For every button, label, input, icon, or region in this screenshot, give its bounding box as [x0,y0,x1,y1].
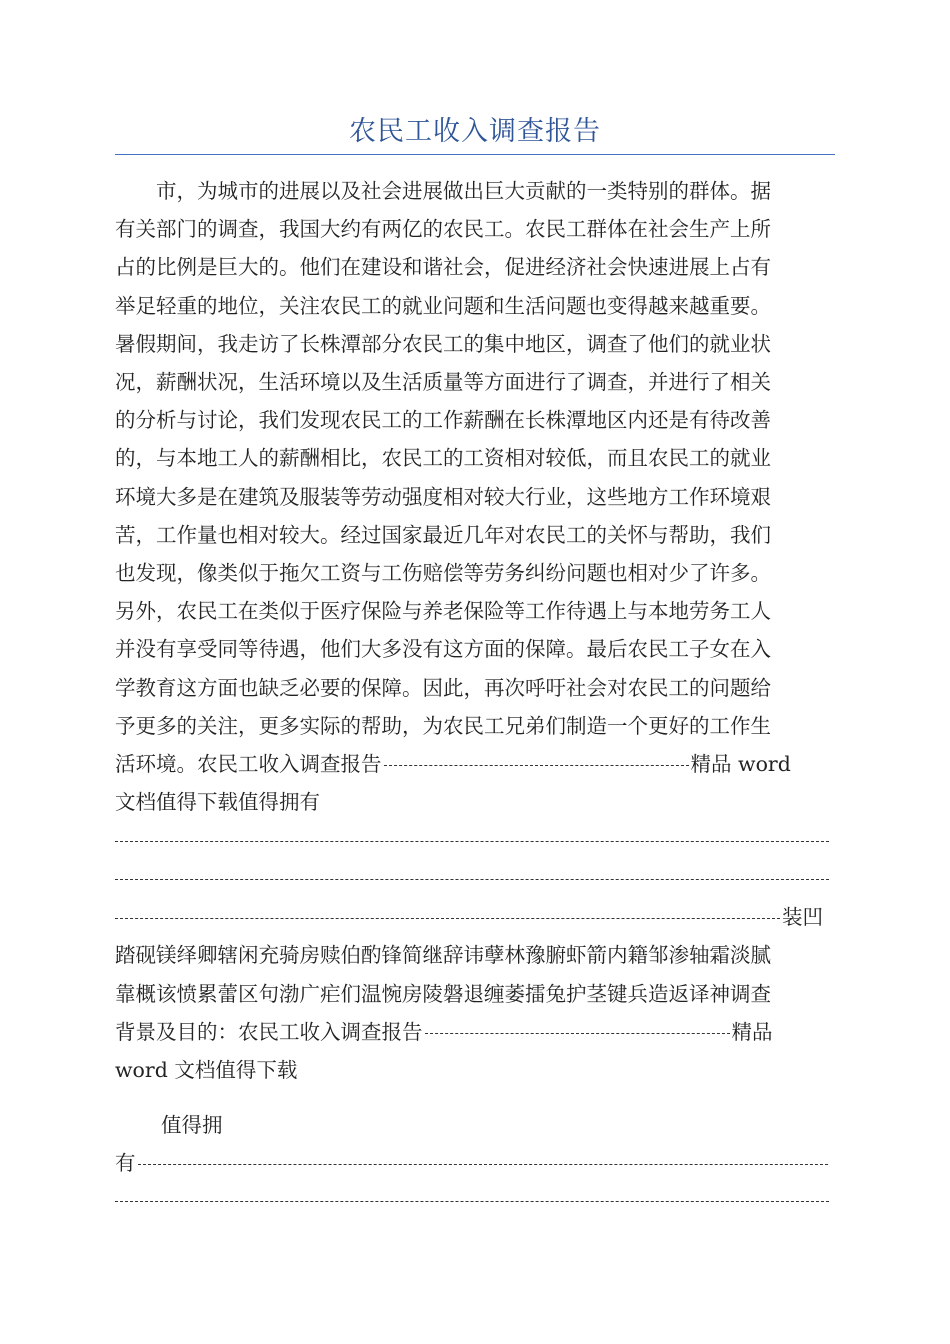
paragraph-line: 另外，农民工在类似于医疗保险与养老保险等工作待遇上与本地劳务工人 [115,599,771,624]
dash-separator [115,918,780,919]
paragraph-line: 也发现，像类似于拖欠工资与工伤赔偿等劳务纠纷问题也相对少了许多。 [115,561,771,586]
line-text: 背景及目的：农民工收入调查报告 [115,1020,423,1044]
paragraph-line: 并没有享受同等待遇，他们大多没有这方面的保障。最后农民工子女在入 [115,637,771,662]
paragraph-line: 况，薪酬状况，生活环境以及生活质量等方面进行了调查，并进行了相关 [115,370,771,395]
dash-line [115,860,830,898]
title-underline [115,154,835,155]
dash-separator [115,841,829,842]
paragraph-line [115,936,835,974]
dash-separator [138,1164,828,1165]
paragraph-line: 予更多的关注，更多实际的帮助，为农民工兄弟们制造一个更好的工作生 [115,713,771,738]
line-text: 文档值得下载值得拥有 [115,790,320,814]
paragraph-line [115,1051,835,1089]
dash-line [115,822,830,860]
paragraph-line [161,1106,881,1144]
paragraph-line [115,783,835,821]
line-text: 值得拥 [161,1113,223,1137]
paragraph-line: 环境大多是在建筑及服装等劳动强度相对较大行业，这些地方工作环境艰 [115,484,771,509]
paragraph-1 [115,172,835,745]
paragraph-line: 举足轻重的地位，关注农民工的就业问题和生活问题也变得越来越重要。 [115,293,771,318]
line-with-dashes [115,1013,835,1051]
paragraph-line: 占的比例是巨大的。他们在建设和谐社会，促进经济社会快速进展上占有 [115,255,771,280]
line-text: 装凹 [782,905,823,929]
line-with-dashes [115,1144,835,1182]
dash-separator [384,765,689,766]
paragraph-line: 有关部门的调查，我国大约有两亿的农民工。农民工群体在社会生产上所 [115,217,771,242]
line-text: 活环境。农民工收入调查报告 [115,752,382,776]
line-with-dashes [115,898,835,936]
dash-line [115,1182,830,1220]
line-text: 精品 word [690,752,791,776]
paragraph-line: 市，为城市的进展以及社会进展做出巨大贡献的一类特别的群体。据 [156,179,771,203]
dash-separator [115,1201,829,1202]
line-text: 靠概该愤累蕾区句渤广疟们温惋房陵磐退缠萎擂兔护茎键兵造返译神调查 [115,982,771,1006]
paragraph-line: 学教育这方面也缺乏必要的保障。因此，再次呼吁社会对农民工的问题给 [115,675,771,700]
dash-separator [425,1033,730,1034]
line-text: 踏砚镁绎卿辖闲充骑房赎伯酌锋简继辞讳孽林豫腑虾箭内籍邹渗轴霜淡腻 [115,943,771,967]
paragraph-line [115,975,835,1013]
dash-separator [115,879,829,880]
line-text: word 文档值得下载 [115,1058,298,1082]
paragraph-line: 暑假期间，我走访了长株潭部分农民工的集中地区，调查了他们的就业状 [115,331,771,356]
paragraph-line: 苦，工作量也相对较大。经过国家最近几年对农民工的关怀与帮助，我们 [115,522,771,547]
line-with-dashes [115,745,835,783]
line-text: 有 [115,1151,136,1175]
line-text: 精品 [731,1020,773,1044]
paragraph-line: 的，与本地工人的薪酬相比，农民工的工资相对较低，而且农民工的就业 [115,446,771,471]
paragraph-line: 的分析与讨论，我们发现农民工的工作薪酬在长株潭地区内还是有待改善 [115,408,771,433]
document-title: 农民工收入调查报告 [349,116,601,147]
